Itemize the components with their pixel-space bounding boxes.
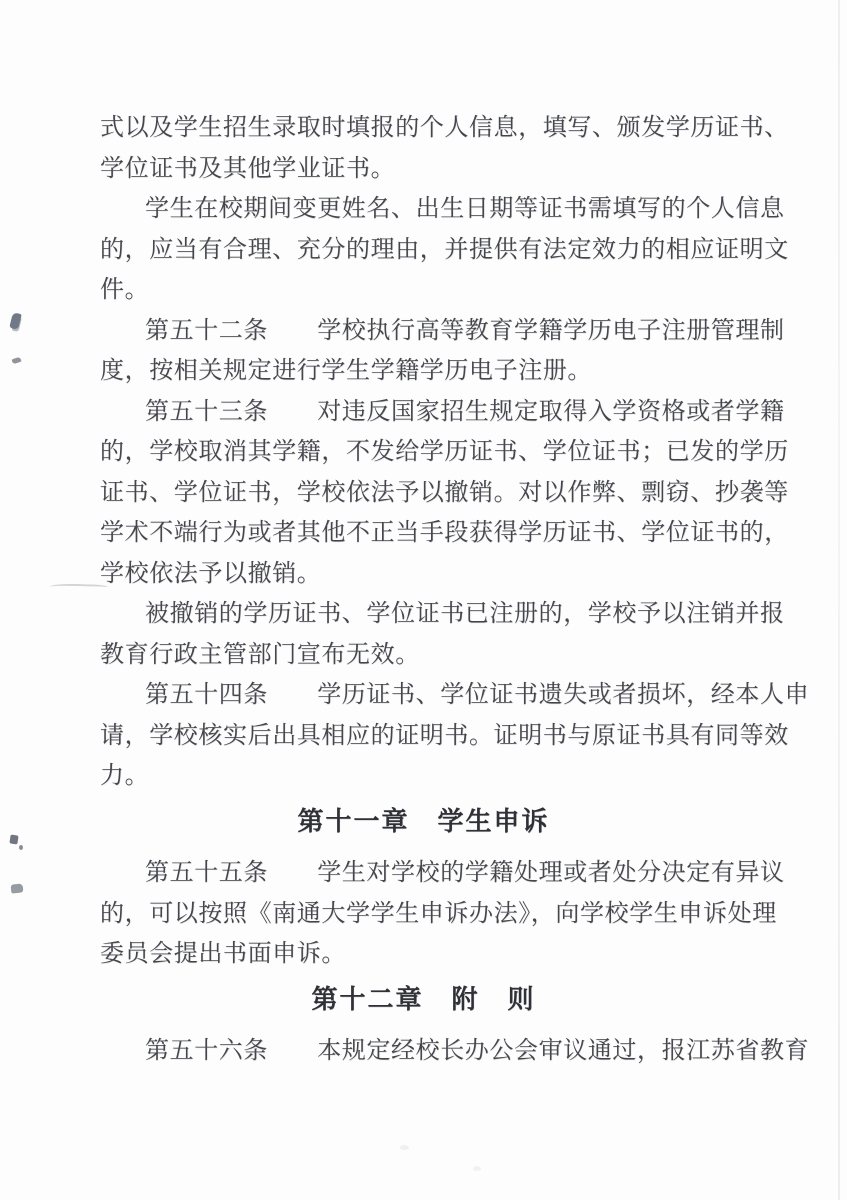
ink-smudge-1 — [9, 312, 22, 330]
text-line: 件。 — [100, 277, 150, 303]
text-line: 教育行政主管部门宣布无效。 — [100, 641, 420, 668]
text-line: 第五十四条 学历证书、学位证书遗失或者损坏，经本人申 — [145, 682, 810, 708]
text-line: 度，按相关规定进行学生学籍学历电子注册。 — [100, 358, 592, 384]
text-line: 力。 — [100, 763, 150, 789]
text-line: 委员会提出书面申诉。 — [100, 941, 346, 967]
ink-smudge-2 — [11, 357, 21, 365]
text-line: 第五十二条 学校执行高等教育学籍学历电子注册管理制 — [145, 317, 785, 344]
text-line: 学位证书及其他学业证书。 — [100, 155, 396, 182]
text-line: 式以及学生招生录取时填报的个人信息，填写、颁发学历证书、 — [100, 115, 789, 141]
text-line: 学生在校期间变更姓名、出生日期等证书需填写的个人信息 — [145, 196, 785, 222]
faint-scan-smudge-1 — [400, 1145, 409, 1150]
document-content — [100, 108, 816, 1072]
text-line: 的，可以按照《南通大学学生申诉办法》，向学校学生申诉处理 — [100, 900, 777, 927]
text-line: 第五十三条 对违反国家招生规定取得入学资格或者学籍 — [145, 398, 785, 425]
text-line: 的，应当有合理、充分的理由，并提供有法定效力的相应证明文 — [100, 236, 789, 263]
text-line: 证书、学位证书，学校依法予以撤销。对以作弊、剽窃、抄袭等 — [100, 479, 789, 506]
text-line: 第五十六条 本规定经校长办公会审议通过，报江苏省教育 — [145, 1038, 810, 1064]
ink-dot — [19, 845, 23, 850]
text-line: 被撤销的学历证书、学位证书已注册的，学校予以注销并报 — [145, 601, 785, 627]
text-line: 第五十五条 学生对学校的学籍处理或者处分决定有异议 — [145, 860, 785, 886]
chapter-heading: 第十二章 附 则 — [311, 983, 536, 1014]
faint-scan-smudge-2 — [473, 1166, 481, 1171]
text-line: 学术不端行为或者其他不正当手段获得学历证书、学位证书的， — [100, 520, 789, 546]
ink-smudge-4 — [11, 883, 24, 893]
chapter-heading: 第十一章 学生申诉 — [297, 805, 550, 836]
text-line: 请，学校核实后出具相应的证明书。证明书与原证书具有同等效 — [100, 722, 789, 749]
scan-edge-line — [838, 0, 840, 1200]
text-line: 学校依法予以撤销。 — [100, 560, 322, 587]
text-line: 的，学校取消其学籍，不发给学历证书、学位证书；已发的学历 — [100, 439, 789, 465]
